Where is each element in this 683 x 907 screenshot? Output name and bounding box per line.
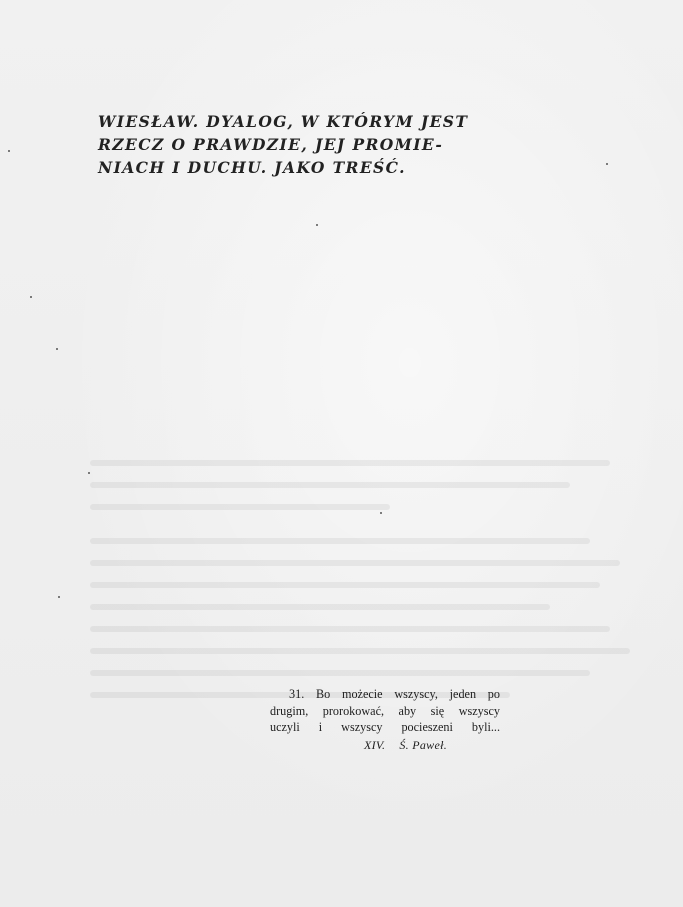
epigraph xyxy=(270,686,500,736)
paper-speck xyxy=(56,348,58,350)
epigraph-source-author: Ś. Paweł. xyxy=(399,738,448,752)
title-line-3: NIACH I DUCHU. JAKO TREŚĆ. xyxy=(98,158,406,177)
paper-speck xyxy=(58,596,60,598)
paper-speck xyxy=(30,296,32,298)
paper-speck xyxy=(88,472,90,474)
paper-speck xyxy=(606,163,608,165)
epigraph-line-1: 31. Bo możecie wszyscy, jeden po xyxy=(289,687,500,701)
title-line-1: WIESŁAW. DYALOG, W KTÓRYM JEST xyxy=(98,112,469,131)
paper-speck xyxy=(316,224,318,226)
paper-speck xyxy=(380,512,382,514)
title-line-2: RZECZ O PRAWDZIE, JEJ PROMIE- xyxy=(98,135,444,154)
chapter-title xyxy=(98,110,469,179)
epigraph-line-3: uczyli i wszyscy pocieszeni byli... xyxy=(270,720,500,734)
paper-speck xyxy=(8,150,10,152)
epigraph-line-2: drugim, prorokować, aby się wszyscy xyxy=(270,703,500,718)
bleed-through-text xyxy=(90,440,650,720)
epigraph-source xyxy=(364,738,447,753)
epigraph-source-chapter: XIV. xyxy=(364,738,386,752)
